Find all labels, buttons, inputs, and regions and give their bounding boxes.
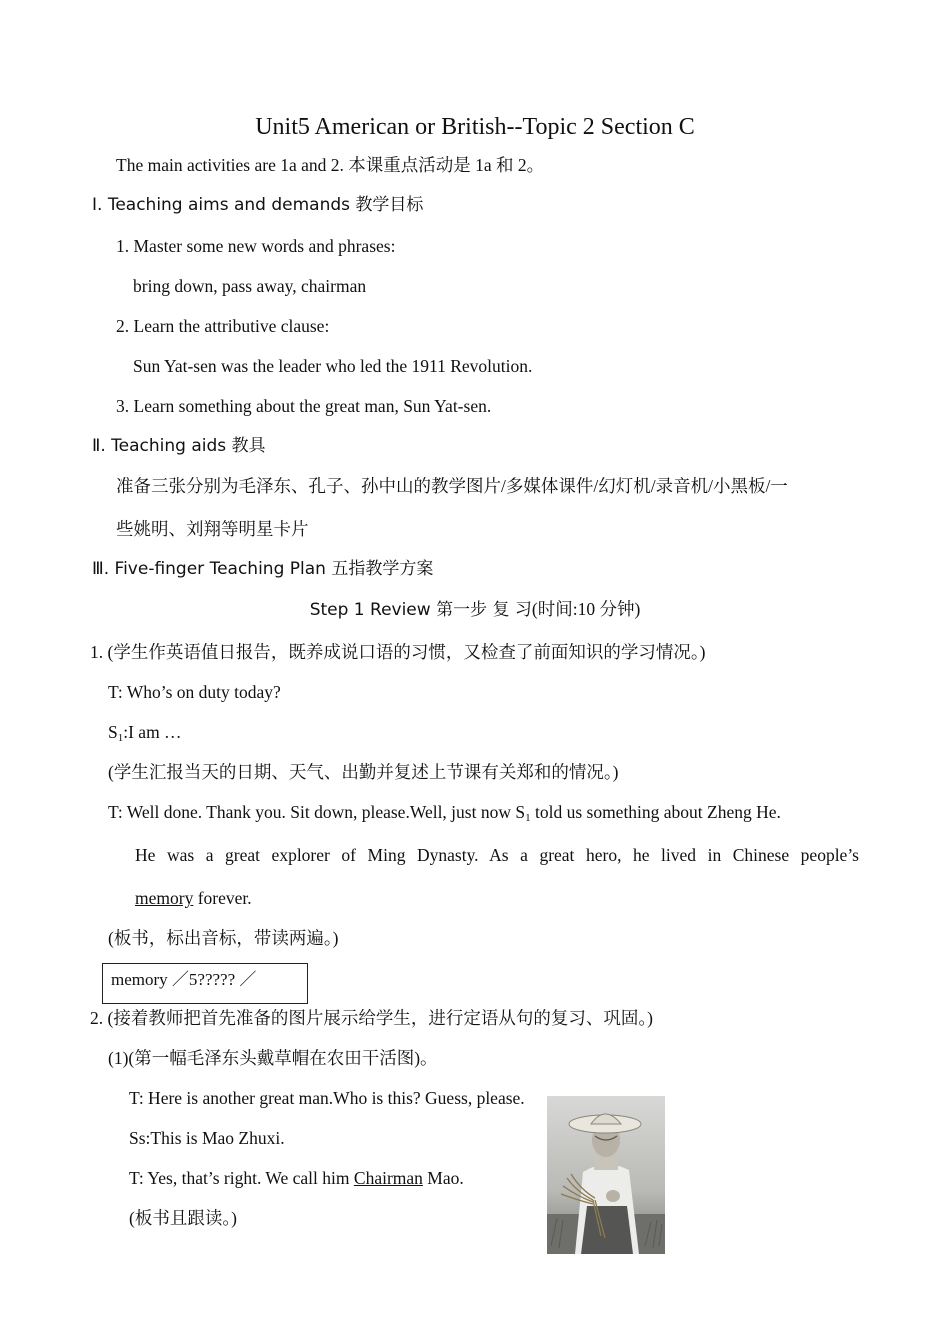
dialogue-teacher-2-line3 <box>135 886 252 910</box>
aids-line-2: 些姚明、刘翔等明星卡片 <box>116 519 309 539</box>
review-point-1: 1. (学生作英语值日报告，既养成说口语的习惯，又检查了前面知识的学习情况。) <box>90 642 706 662</box>
note-blackboard-2: (板书且跟读。) <box>129 1208 237 1228</box>
aims-item-2-detail: Sun Yat-sen was the leader who led the 1911 Revolution. <box>133 356 533 376</box>
teacher-4-text-b: Mao. <box>422 1168 464 1188</box>
picture-1-description: (1)(第一幅毛泽东头戴草帽在农田干活图)。 <box>108 1048 438 1068</box>
teacher-4-text-a: T: Yes, that’s right. We call him <box>129 1168 354 1188</box>
dialogue-teacher-4 <box>129 1166 464 1190</box>
section-heading-plan: Ⅲ. Five-finger Teaching Plan 五指教学方案 <box>92 559 434 579</box>
vocabulary-box-text: memory ／5????? ／ <box>111 970 257 989</box>
step1-label: Step 1 Review 第一步 复 习 <box>309 600 532 620</box>
mao-portrait-image <box>547 1096 665 1254</box>
aids-line-1: 准备三张分别为毛泽东、孔子、孙中山的教学图片/多媒体课件/幻灯机/录音机/小黑板/一 <box>116 476 788 496</box>
dialogue-teacher-2 <box>108 800 781 824</box>
dialogue-student-1 <box>108 720 182 744</box>
teacher-2-subscript: 1 <box>525 812 531 824</box>
document-title: Unit5 American or British--Topic 2 Section C <box>255 114 695 140</box>
step1-time: (时间:10 分钟) <box>531 599 641 619</box>
chairman-word: Chairman <box>353 1168 423 1188</box>
dialogue-teacher-1: T: Who’s on duty today? <box>108 682 281 702</box>
portrait-illustration <box>547 1096 665 1254</box>
teacher-2-text-a: T: Well done. Thank you. Sit down, please.Well, just now S <box>108 802 526 822</box>
student-reply: :I am … <box>123 722 182 742</box>
note-blackboard-1: (板书，标出音标，带读两遍。) <box>108 928 339 948</box>
section-heading-aids: Ⅱ. Teaching aids 教具 <box>92 436 266 456</box>
teacher-2-text-b: told us something about Zheng He. <box>530 802 781 822</box>
dialogue-students: Ss:This is Mao Zhuxi. <box>129 1128 285 1148</box>
section-heading-aims: Ⅰ. Teaching aims and demands 教学目标 <box>92 195 424 215</box>
aims-item-2: 2. Learn the attributive clause: <box>116 316 330 336</box>
aims-item-1: 1. Master some new words and phrases: <box>116 236 396 256</box>
memory-word: memory <box>135 888 194 908</box>
dialogue-teacher-2-line2: He was a great explorer of Ming Dynasty. As a great hero, he lived in Chinese people’s <box>135 845 859 865</box>
dialogue-teacher-3: T: Here is another great man.Who is this? Guess, please. <box>129 1088 525 1108</box>
intro-line: The main activities are 1a and 2. 本课重点活动是 1a 和 2。 <box>116 155 545 175</box>
step1-heading <box>0 597 950 622</box>
forever-text: forever. <box>193 888 252 908</box>
student-subscript: 1 <box>117 732 124 744</box>
note-student-report: (学生汇报当天的日期、天气、出勤并复述上节课有关郑和的情况。) <box>108 762 619 782</box>
review-point-2: 2. (接着教师把首先准备的图片展示给学生，进行定语从句的复习、巩固。) <box>90 1008 653 1028</box>
aims-item-1-detail: bring down, pass away, chairman <box>133 276 367 296</box>
student-prefix: S <box>108 722 118 742</box>
aims-item-3: 3. Learn something about the great man, Sun Yat-sen. <box>116 396 492 416</box>
